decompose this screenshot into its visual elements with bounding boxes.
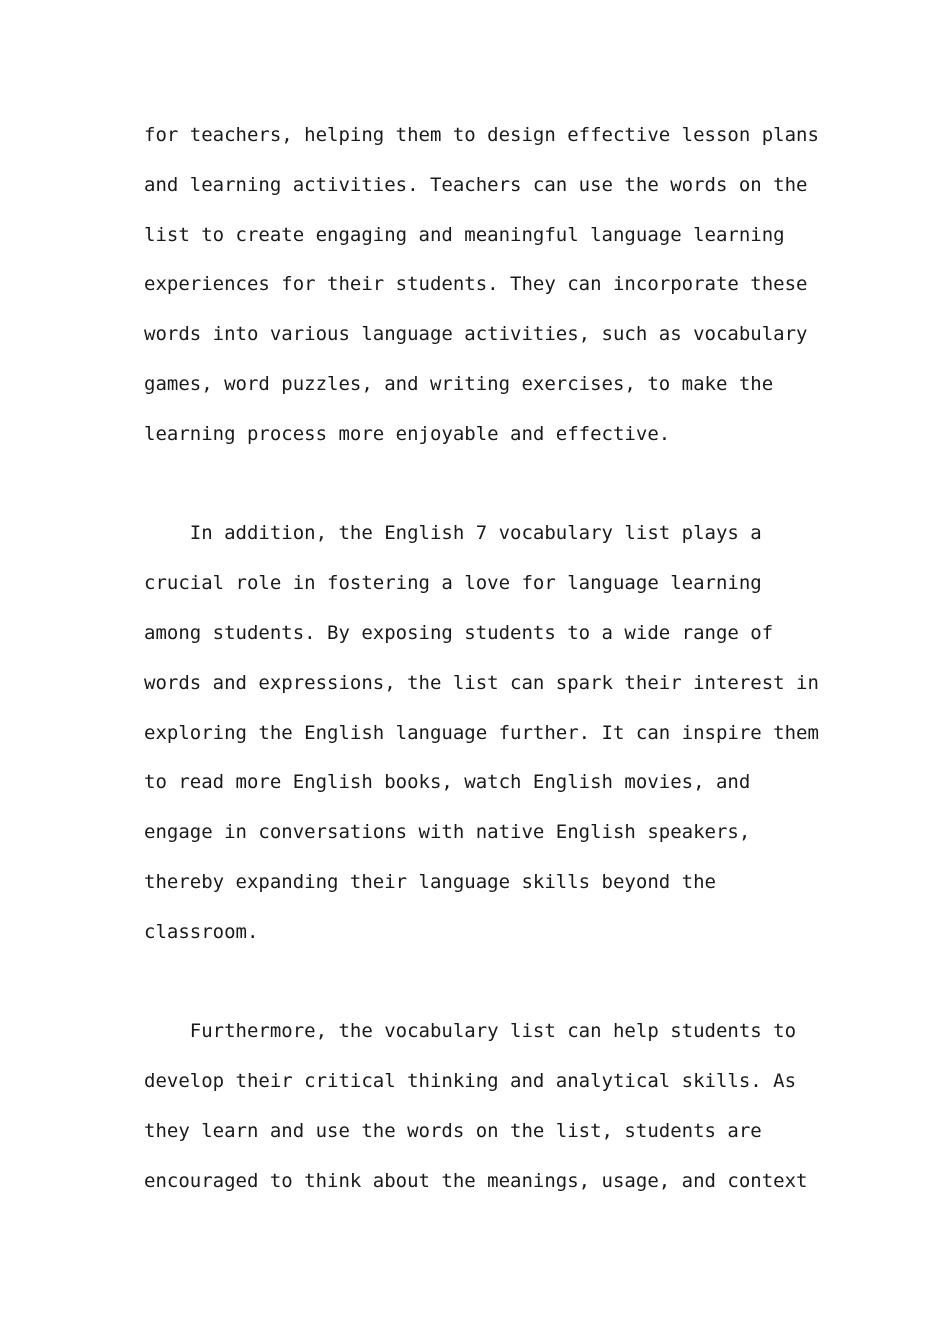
text-line: develop their critical thinking and analytical skills. As: [144, 1070, 797, 1093]
text-line: for teachers, helping them to design effective lesson plans: [144, 124, 819, 146]
text-line: games, word puzzles, and writing exercises, to make the: [144, 372, 774, 395]
text-line: engage in conversations with native English speakers,: [144, 821, 751, 844]
paragraph: [144, 1007, 814, 1206]
text-line: list to create engaging and meaningful language learning: [144, 223, 785, 246]
text-line: experiences for their students. They can incorporate these: [144, 273, 808, 296]
text-line: Furthermore, the vocabulary list can help students to: [144, 1020, 797, 1043]
paragraph: [144, 509, 819, 957]
text-line: In addition, the English 7 vocabulary list plays a: [144, 522, 762, 545]
text-line: learning process more enjoyable and effective.: [144, 422, 671, 445]
paragraph-gap: [144, 460, 814, 510]
text-line: thereby expanding their language skills beyond the: [144, 870, 716, 893]
text-line: crucial role in fostering a love for language learning: [144, 572, 762, 595]
text-line: words and expressions, the list can spark their interest in: [144, 671, 819, 694]
paragraph-gap: [144, 958, 814, 1008]
text-line: and learning activities. Teachers can use the words on the: [144, 173, 808, 196]
document-body: [144, 111, 819, 1207]
text-line: exploring the English language further. It can inspire them: [144, 721, 819, 744]
text-line: encouraged to think about the meanings, usage, and context: [144, 1169, 808, 1192]
text-line: they learn and use the words on the list, students are: [144, 1119, 762, 1142]
text-line: to read more English books, watch English movies, and: [144, 771, 751, 794]
paragraph: [144, 111, 819, 460]
text-line: classroom.: [144, 920, 259, 943]
text-line: words into various language activities, such as vocabulary: [144, 323, 808, 346]
text-line: among students. By exposing students to a wide range of: [144, 621, 774, 644]
